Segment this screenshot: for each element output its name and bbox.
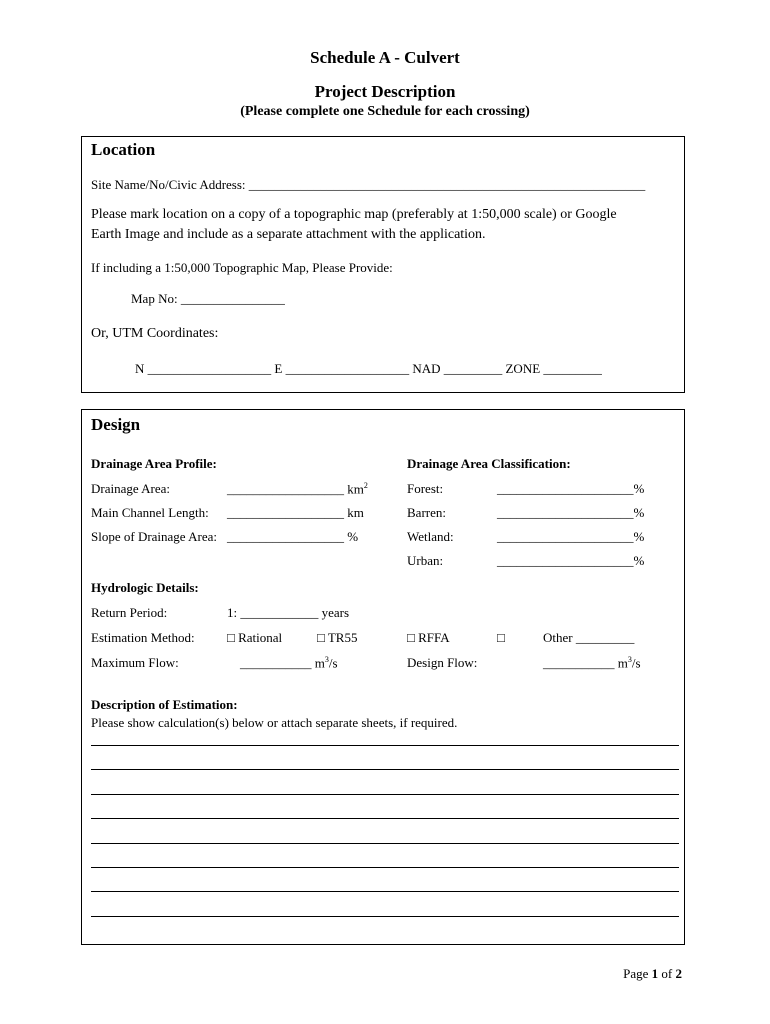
description-line[interactable] — [91, 891, 679, 892]
site-address-field[interactable]: Site Name/No/Civic Address: _____________________________________________________________ — [91, 177, 646, 192]
urban-field[interactable]: _____________________% — [497, 553, 645, 568]
description-line[interactable] — [91, 916, 679, 917]
channel-length-field[interactable]: __________________ km — [227, 505, 364, 520]
design-heading: Design — [91, 415, 141, 434]
map-instruction-line1: Please mark location on a copy of a topographic map (preferably at 1:50,000 scale) or Google — [91, 207, 617, 222]
drainage-area-field[interactable]: __________________ $km^2$ — [227, 481, 368, 497]
description-line[interactable] — [91, 867, 679, 868]
other-checkbox[interactable]: □ — [497, 630, 505, 645]
wetland-label: Wetland: — [407, 529, 454, 544]
drainage-profile-heading: Drainage Area Profile: — [91, 456, 217, 471]
rational-checkbox[interactable]: □ Rational — [227, 630, 283, 645]
forest-label: Forest: — [407, 481, 444, 496]
page-title: Schedule A - Culvert — [310, 48, 460, 67]
description-line[interactable] — [91, 818, 679, 819]
barren-field[interactable]: _____________________% — [497, 505, 645, 520]
slope-label: Slope of Drainage Area: — [91, 529, 217, 544]
drainage-classification-heading: Drainage Area Classification: — [407, 456, 571, 471]
description-note: Please show calculation(s) below or attach separate sheets, if required. — [91, 715, 458, 730]
utm-fields[interactable]: N ___________________ E ___________________ NAD _________ ZONE _________ — [135, 361, 602, 376]
description-line[interactable] — [91, 843, 679, 844]
location-heading: Location — [91, 140, 156, 159]
tr55-checkbox[interactable]: □ TR55 — [317, 630, 358, 645]
design-flow-field[interactable]: ___________ $m^3/s$ — [543, 655, 641, 671]
urban-label: Urban: — [407, 553, 444, 568]
barren-label: Barren: — [407, 505, 446, 520]
page-number: Page 1 of 2 — [623, 966, 682, 981]
map-instruction-line2: Earth Image and include as a separate attachment with the application. — [91, 227, 486, 242]
channel-length-label: Main Channel Length: — [91, 505, 209, 520]
utm-heading: Or, UTM Coordinates: — [91, 326, 219, 341]
description-heading: Description of Estimation: — [91, 697, 238, 712]
forest-field[interactable]: _____________________% — [497, 481, 645, 496]
topo-map-note: If including a 1:50,000 Topographic Map, Please Provide: — [91, 260, 393, 275]
slope-field[interactable]: __________________ % — [227, 529, 359, 544]
design-flow-label: Design Flow: — [407, 655, 478, 670]
description-line[interactable] — [91, 745, 679, 746]
maximum-flow-field[interactable]: ___________ $m^3/s$ — [240, 655, 338, 671]
hydrologic-heading: Hydrologic Details: — [91, 580, 199, 595]
description-line[interactable] — [91, 794, 679, 795]
map-no-field[interactable]: Map No: ________________ — [131, 291, 285, 306]
estimation-method-label: Estimation Method: — [91, 630, 195, 645]
rffa-checkbox[interactable]: □ RFFA — [407, 630, 450, 645]
maximum-flow-label: Maximum Flow: — [91, 655, 179, 670]
return-period-label: Return Period: — [91, 605, 168, 620]
drainage-area-label: Drainage Area: — [91, 481, 171, 496]
wetland-field[interactable]: _____________________% — [497, 529, 645, 544]
description-line[interactable] — [91, 769, 679, 770]
page-subtitle: Project Description — [314, 82, 456, 101]
page-instruction: (Please complete one Schedule for each crossing) — [240, 104, 530, 119]
other-method-field[interactable]: Other _________ — [543, 630, 635, 645]
return-period-field[interactable]: 1: ____________ years — [227, 605, 350, 620]
